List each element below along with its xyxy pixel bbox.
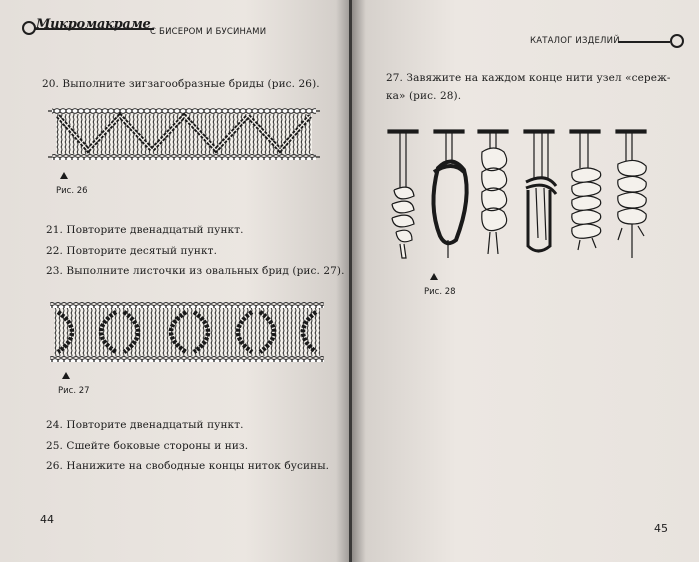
header-rule — [618, 41, 670, 43]
step-24: 24. Повторите двенадцатый пункт. — [46, 419, 244, 431]
page-number-left: 44 — [40, 513, 54, 526]
step-21: 21. Повторите двенадцатый пункт. — [46, 224, 244, 236]
step-27-line-1: 27. Завяжите на каждом конце нити узел «сереж- — [386, 72, 671, 84]
step-26: 26. Нанижите на свободные концы ниток бусины. — [46, 460, 330, 472]
step-20: 20. Выполните зигзагообразные бриды (рис. 26). — [42, 78, 320, 90]
step-23: 23. Выполните листочки из овальных брид (рис. 27). — [46, 265, 345, 277]
triangle-marker-icon — [430, 273, 438, 280]
step-25: 25. Сшейте боковые стороны и низ. — [46, 440, 249, 452]
ring-icon — [22, 21, 36, 35]
series-subtitle: С БИСЕРОМ И БУСИНАМИ — [150, 27, 267, 37]
figure-26-zigzag-brides — [48, 102, 320, 166]
section-title: КАТАЛОГ ИЗДЕЛИЙ — [530, 36, 620, 46]
figure-27-leaf-brides — [46, 298, 328, 366]
right-page — [352, 0, 699, 562]
figure-27-caption: Рис. 27 — [58, 386, 90, 396]
figure-28-caption: Рис. 28 — [424, 287, 456, 297]
step-22: 22. Повторите десятый пункт. — [46, 245, 218, 257]
figure-28-earring-knot — [382, 128, 664, 264]
series-title: Микромакраме — [36, 17, 151, 32]
triangle-marker-icon — [62, 372, 70, 379]
figure-26-caption: Рис. 26 — [56, 186, 88, 196]
ring-icon — [670, 34, 684, 48]
page-number-right: 45 — [654, 522, 668, 535]
triangle-marker-icon — [60, 172, 68, 179]
step-27-line-2: ка» (рис. 28). — [386, 90, 462, 102]
